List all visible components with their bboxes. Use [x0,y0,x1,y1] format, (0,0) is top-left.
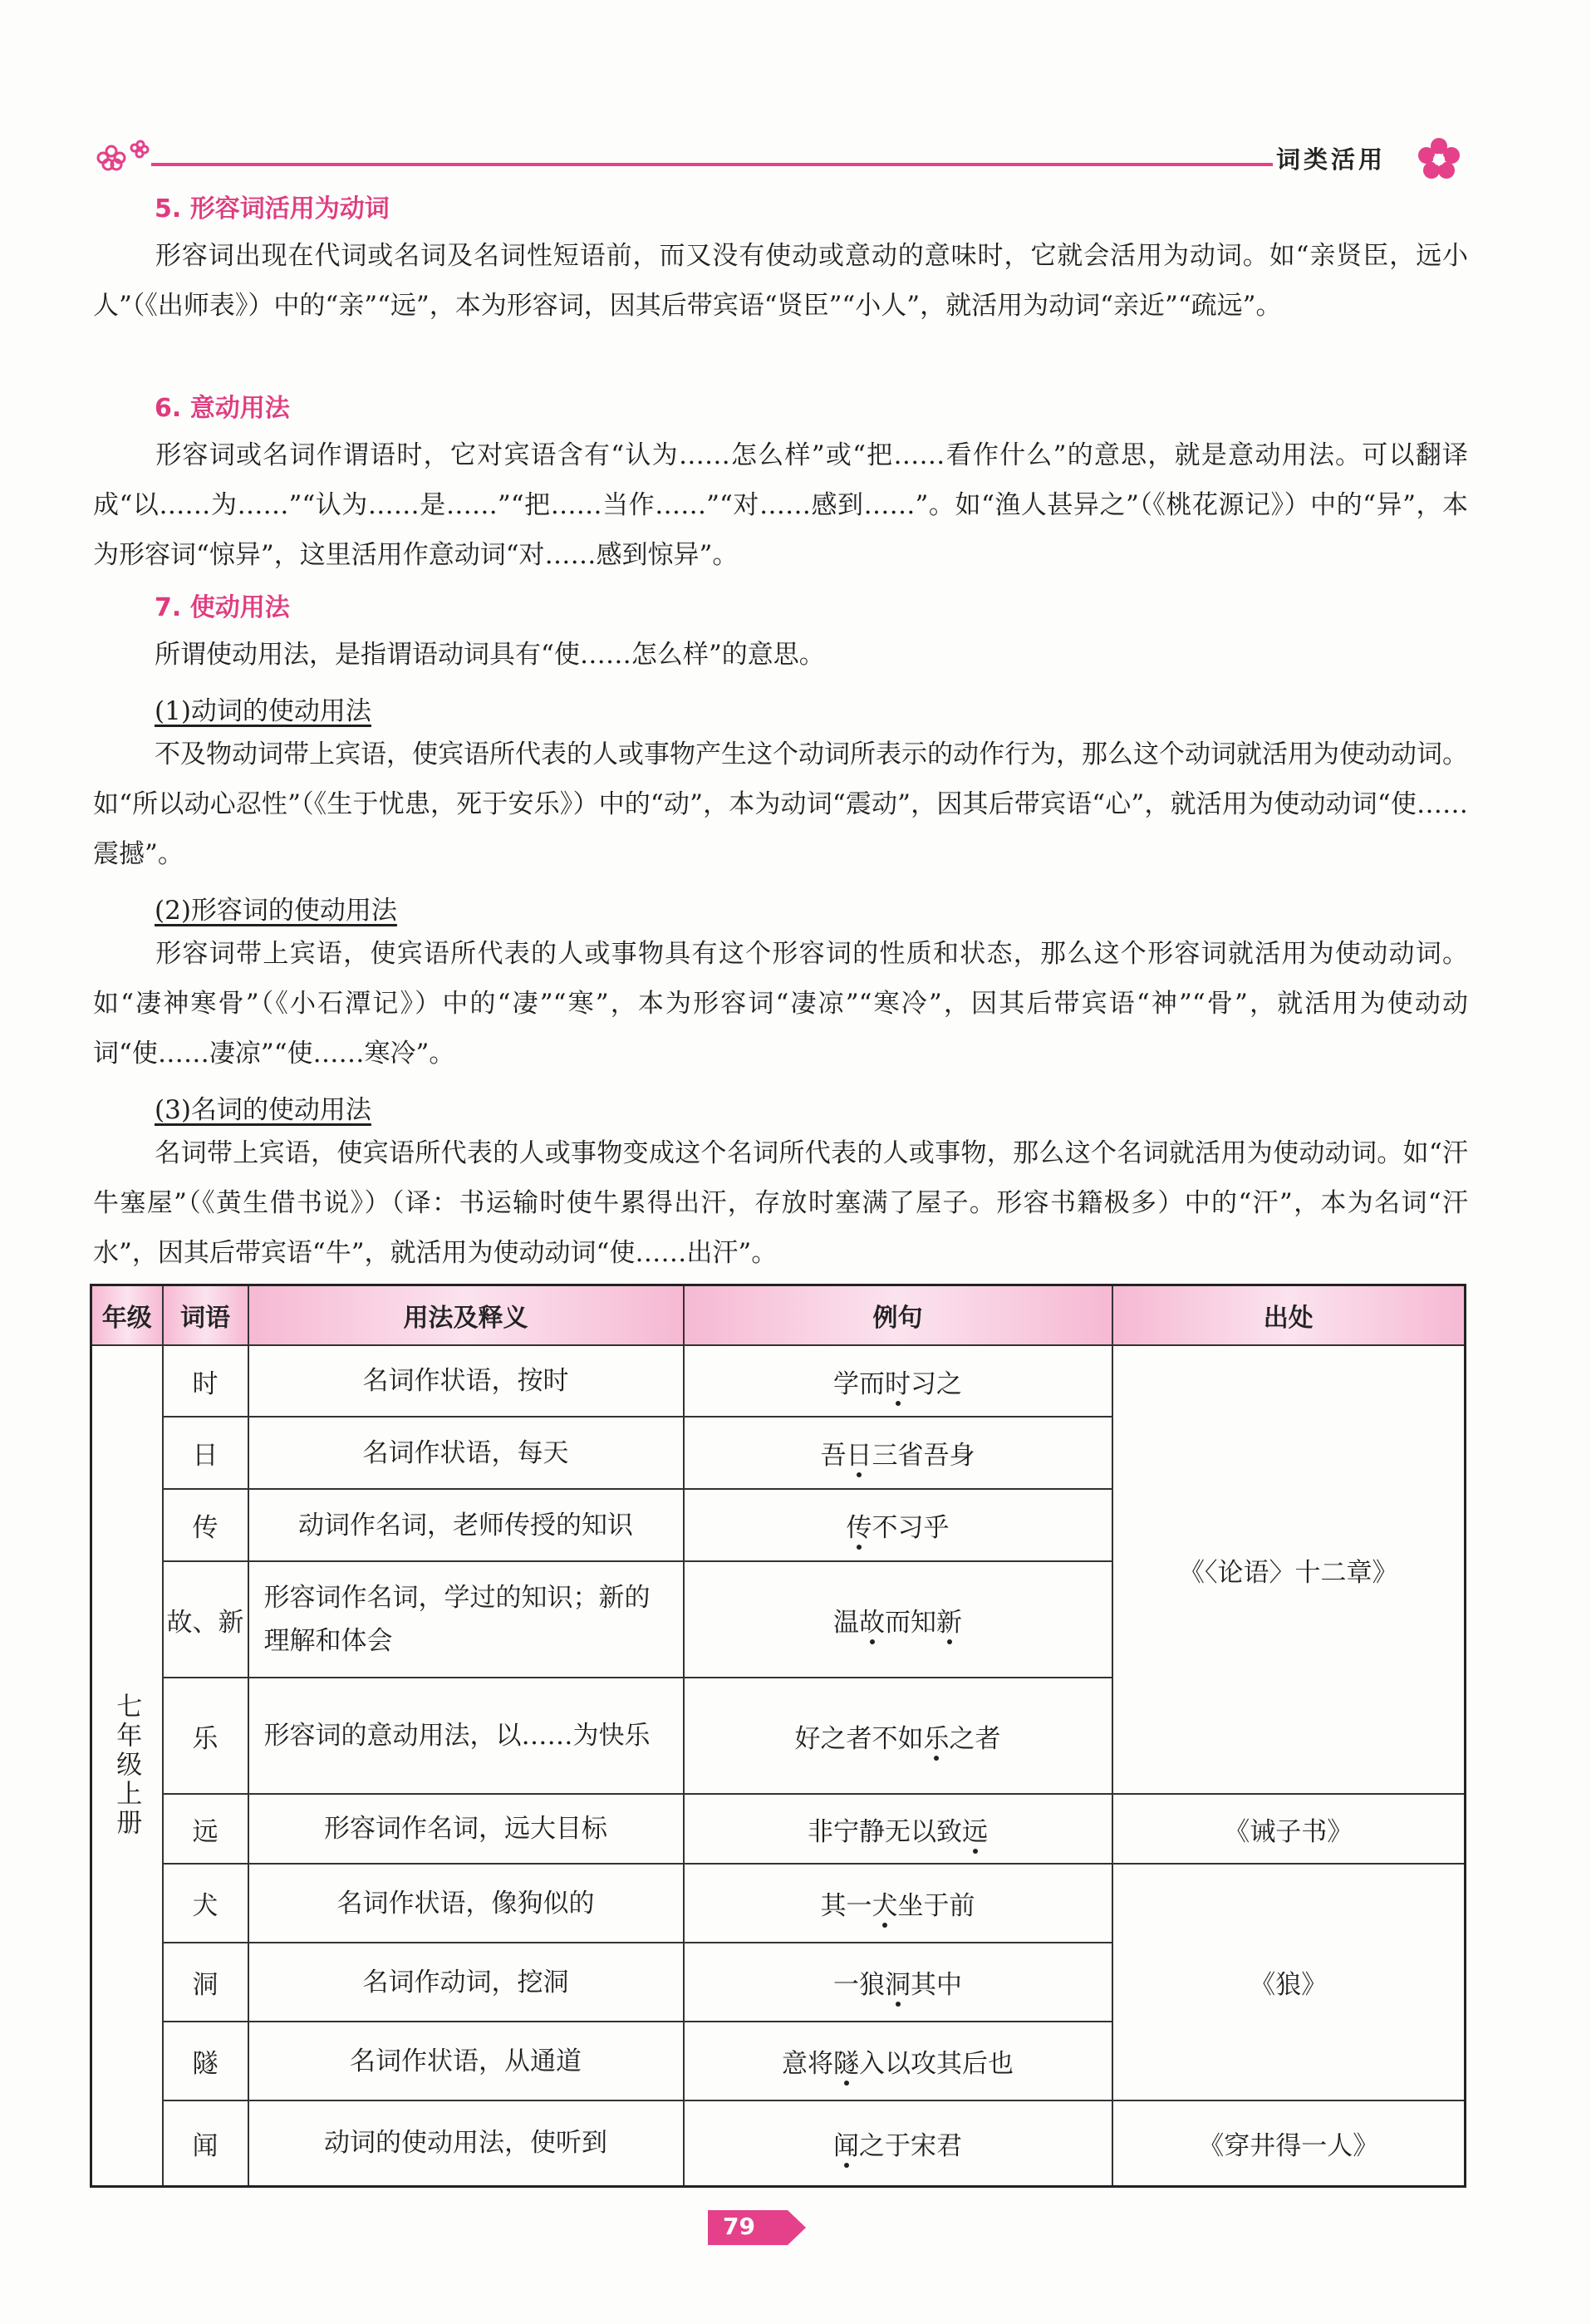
header-example: 例句 [684,1285,1112,1346]
table-row [91,2100,1466,2186]
subsection-title-2: (2)形容词的使动用法 [155,896,397,926]
subsection-title-1: (1)动词的使动用法 [155,696,371,726]
source-cell: 《穿井得一人》 [1112,2100,1466,2186]
word-cell: 洞 [163,1943,248,2022]
example-cell: 其一犬坐于前 [684,1864,1112,1943]
usage-cell: 动词的使动用法，使听到 [248,2100,684,2186]
word-cell: 隧 [163,2022,248,2100]
section-7-intro: 所谓使动用法，是指谓语动词具有“使……怎么样”的意思。 [155,640,825,670]
example-cell: 好之者不如乐之者 [684,1678,1112,1794]
usage-cell: 形容词作名词，学过的知识；新的理解和体会 [248,1561,684,1678]
table-header-row [91,1285,1466,1346]
usage-cell: 名词作状语，像狗似的 [248,1864,684,1943]
flower-icon [1416,136,1462,183]
example-cell: 意将隧入以攻其后也 [684,2022,1112,2100]
word-cell: 远 [163,1794,248,1864]
section-title-6: 6. 意动用法 [155,394,290,423]
usage-cell: 名词作动词，挖洞 [248,1943,684,2022]
source-cell: 《狼》 [1112,1864,1466,2100]
flower-icon [93,138,151,171]
word-cell: 故、新 [163,1561,248,1678]
subsection-title-3: (3)名词的使动用法 [155,1095,371,1125]
example-cell: 温故而知新 [684,1561,1112,1678]
example-cell: 一狼洞其中 [684,1943,1112,2022]
table-row [91,1794,1466,1864]
usage-cell: 名词作状语，按时 [248,1345,684,1417]
word-cell: 乐 [163,1678,248,1794]
header-title: 词类活用 [1276,145,1387,174]
table-row [91,1345,1466,1417]
example-cell: 吾日三省吾身 [684,1417,1112,1489]
word-cell: 犬 [163,1864,248,1943]
example-cell: 学而时习之 [684,1345,1112,1417]
source-cell: 《〈论语〉十二章》 [1112,1345,1466,1794]
usage-cell: 名词作状语，每天 [248,1417,684,1489]
header-source: 出处 [1112,1285,1466,1346]
header-word: 词语 [163,1285,248,1346]
word-cell: 日 [163,1417,248,1489]
header-grade: 年级 [91,1285,163,1346]
usage-cell: 动词作名词，老师传授的知识 [248,1489,684,1561]
word-cell: 时 [163,1345,248,1417]
usage-cell: 形容词作名词，远大目标 [248,1794,684,1864]
header-usage: 用法及释义 [248,1285,684,1346]
section-title-5: 5. 形容词活用为动词 [155,194,390,224]
section-title-7: 7. 使动用法 [155,593,290,622]
subsection-2-text: 形容词带上宾语，使宾语所代表的人或事物具有这个形容词的性质和状态，那么这个形容词就活用为使动动词。如“凄神寒骨”（《小石潭记》）中的“凄”“寒”，本为形容词“凄凉”“寒冷”，因其后带宾语“神”“骨”，就活用为使动动词“使……凄凉”“使……寒冷”。 [93,939,1468,1069]
word-cell: 闻 [163,2100,248,2186]
word-cell: 传 [163,1489,248,1561]
section-5-text: 形容词出现在代词或名词及名词性短语前，而又没有使动或意动的意味时，它就会活用为动词。如“亲贤臣，远小人”（《出师表》）中的“亲”“远”，本为形容词，因其后带宾语“贤臣”“小人”，就活用为动词“亲近”“疏远”。 [93,241,1468,321]
example-cell: 传不习乎 [684,1489,1112,1561]
usage-cell: 名词作状语，从通道 [248,2022,684,2100]
page-number: 79 [723,2213,755,2240]
grade-cell: 七年级上册 [91,1345,163,2186]
usage-cell: 形容词的意动用法，以……为快乐 [248,1678,684,1794]
example-cell: 非宁静无以致远 [684,1794,1112,1864]
usage-table [90,1284,1464,2188]
example-cell: 闻之于宋君 [684,2100,1112,2186]
header-rule [151,163,1273,166]
subsection-3-text: 名词带上宾语，使宾语所代表的人或事物变成这个名词所代表的人或事物，那么这个名词就活用为使动动词。如“汗牛塞屋”（《黄生借书说》）（译：书运输时使牛累得出汗，存放时塞满了屋子。形容书籍极多）中的“汗”，本为名词“汗水”，因其后带宾语“牛”，就活用为使动动词“使……出汗”。 [93,1138,1468,1268]
subsection-1-text: 不及物动词带上宾语，使宾语所代表的人或事物产生这个动词所表示的动作行为，那么这个动词就活用为使动动词。如“所以动心忍性”（《生于忧患，死于安乐》）中的“动”，本为动词“震动”，因其后带宾语“心”，就活用为使动动词“使……震撼”。 [93,739,1468,869]
source-cell: 《诫子书》 [1112,1794,1466,1864]
section-6-text: 形容词或名词作谓语时，它对宾语含有“认为……怎么样”或“把……看作什么”的意思，就是意动用法。可以翻译成“以……为……”“认为……是……”“把……当作……”“对……感到……”。如“渔人甚异之”（《桃花源记》）中的“异”，本为形容词“惊异”，这里活用作意动词“对……感到惊异”。 [93,440,1468,570]
table-row [91,1864,1466,1943]
